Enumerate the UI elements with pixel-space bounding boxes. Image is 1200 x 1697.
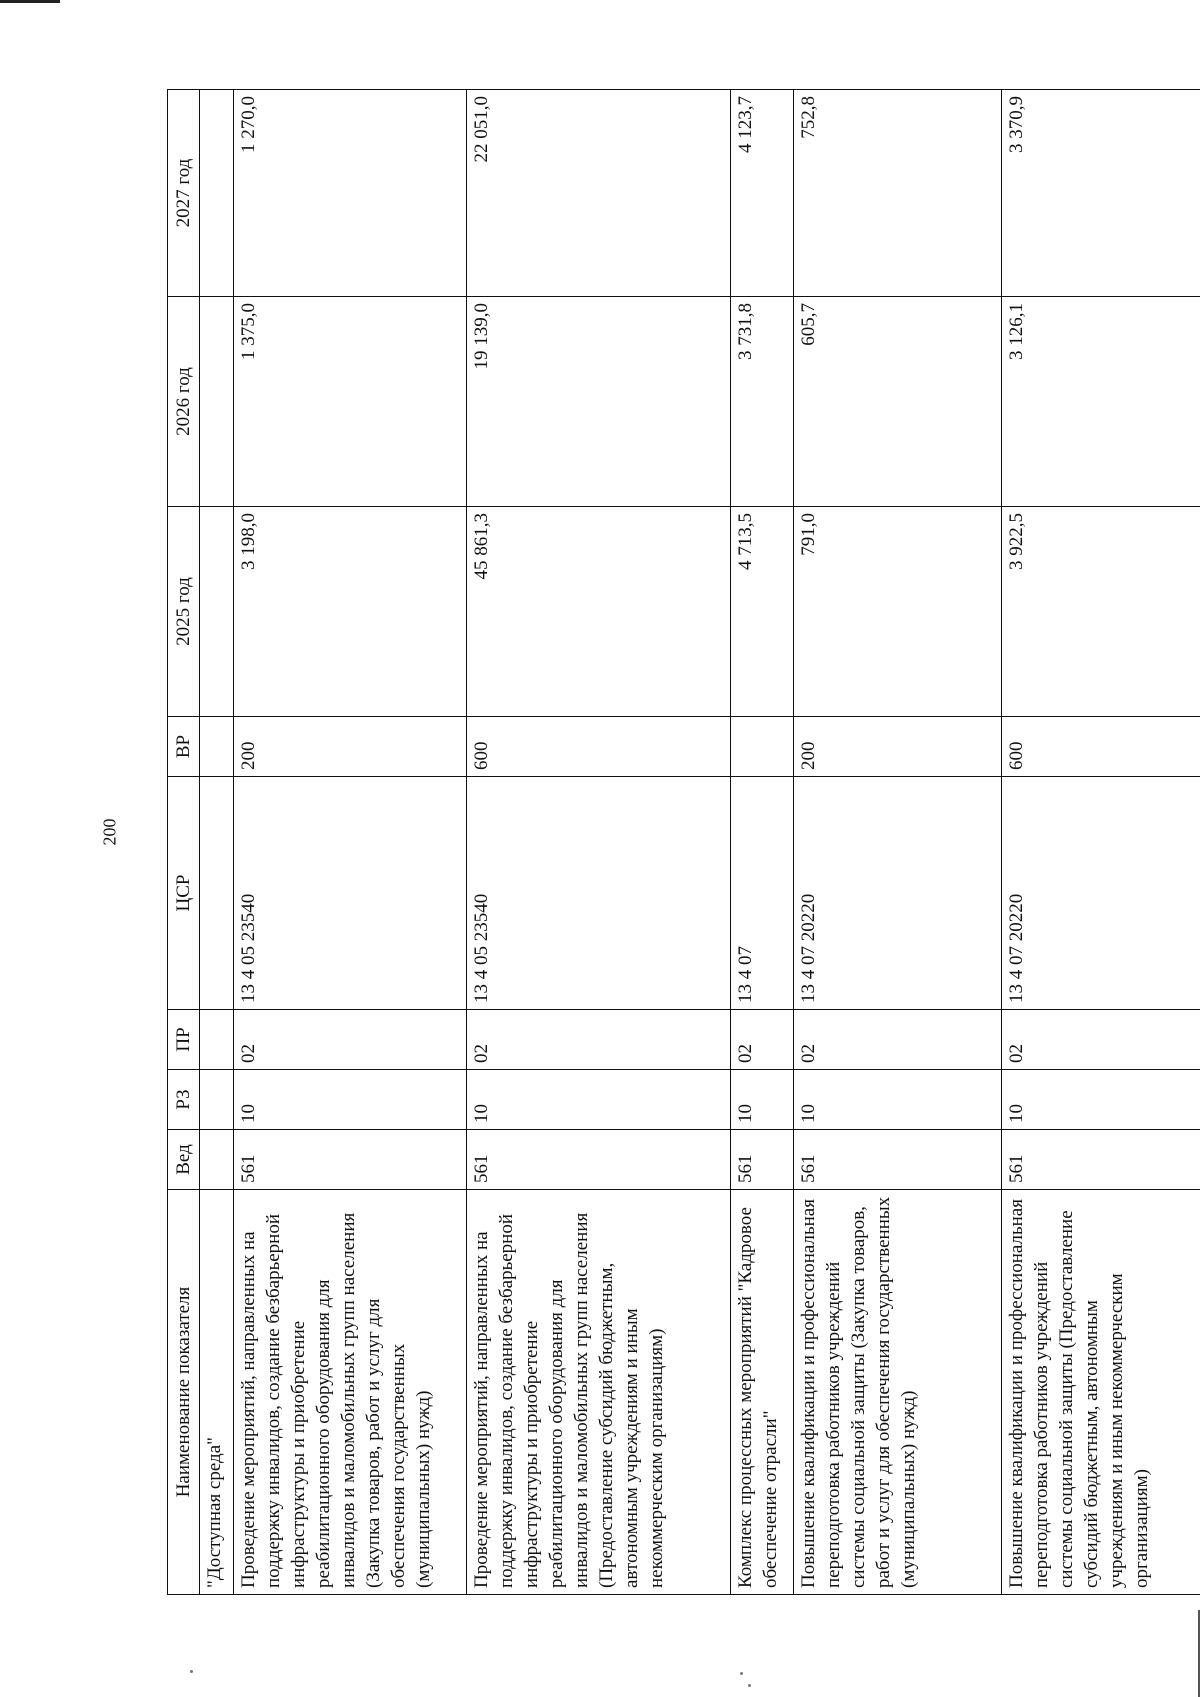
row-2026: 19 139,0 (466, 297, 731, 507)
row-ved: 561 (731, 1130, 793, 1190)
row-2026: 1 375,0 (233, 297, 466, 507)
row-rz: 10 (466, 1070, 731, 1130)
row-2027: 22 051,0 (466, 90, 731, 297)
row-name: Повышение квалификации и профессиональная переподготовка работников учреждений системы социальной защиты (Предоставление субсидий бюджетным, автономным учреждениям и иным некоммерческим организациям) (1001, 1190, 1200, 1595)
row-ved: 561 (466, 1130, 731, 1190)
row-ved: 561 (1001, 1130, 1200, 1190)
row-csr: 13 4 05 23540 (466, 777, 731, 1010)
col-header-2026: 2026 год (168, 297, 200, 507)
row-2026: 3 731,8 (731, 297, 793, 507)
row-2027: 3 370,9 (1001, 90, 1200, 297)
table-row (1001, 90, 1200, 1595)
empty-cell (199, 1070, 233, 1130)
col-header-vr: ВР (168, 717, 200, 777)
empty-cell (199, 90, 233, 297)
table-row (466, 90, 731, 1595)
page-number: 200 (99, 818, 120, 846)
row-rz: 10 (731, 1070, 793, 1130)
col-header-pr: ПР (168, 1010, 200, 1070)
empty-cell (199, 777, 233, 1010)
row-csr: 13 4 07 20220 (793, 777, 1001, 1010)
empty-cell (199, 717, 233, 777)
row-vr: 200 (233, 717, 466, 777)
row-2027: 752,8 (793, 90, 1001, 297)
row-vr: 600 (466, 717, 731, 777)
row-csr: 13 4 07 20220 (1001, 777, 1200, 1010)
section-title: "Доступная среда" (199, 1190, 233, 1595)
budget-table-rotated (167, 90, 1200, 1595)
budget-table (167, 89, 1200, 1595)
scan-speck (748, 1684, 751, 1687)
col-header-2025: 2025 год (168, 507, 200, 717)
row-csr: 13 4 05 23540 (233, 777, 466, 1010)
row-2027: 4 123,7 (731, 90, 793, 297)
table-row (731, 90, 793, 1595)
col-header-2027: 2027 год (168, 90, 200, 297)
scan-speck (190, 1670, 193, 1673)
table-row (233, 90, 466, 1595)
row-pr: 02 (793, 1010, 1001, 1070)
empty-cell (199, 1010, 233, 1070)
header-row (168, 90, 200, 1595)
row-name: Комплекс процессных мероприятий "Кадровое обеспечение отрасли" (731, 1190, 793, 1595)
row-pr: 02 (466, 1010, 731, 1070)
row-rz: 10 (793, 1070, 1001, 1130)
row-2025: 4 713,5 (731, 507, 793, 717)
row-vr (731, 717, 793, 777)
row-name: Проведение мероприятий, направленных на поддержку инвалидов, создание безбарьерной инфраструктуры и приобретение реабилитационного оборудования для инвалидов и маломобильных групп населения (Предоставление субсидий бюджетным, автономным учреждениям и иным некоммерческим организациям) (466, 1190, 731, 1595)
row-pr: 02 (233, 1010, 466, 1070)
row-vr: 600 (1001, 717, 1200, 777)
row-2025: 3 922,5 (1001, 507, 1200, 717)
empty-cell (199, 507, 233, 717)
row-rz: 10 (233, 1070, 466, 1130)
row-2026: 605,7 (793, 297, 1001, 507)
row-csr: 13 4 07 (731, 777, 793, 1010)
row-ved: 561 (793, 1130, 1001, 1190)
empty-cell (199, 1130, 233, 1190)
section-row (199, 90, 233, 1595)
row-pr: 02 (731, 1010, 793, 1070)
empty-cell (199, 297, 233, 507)
row-2025: 45 861,3 (466, 507, 731, 717)
col-header-rz: РЗ (168, 1070, 200, 1130)
row-2026: 3 126,1 (1001, 297, 1200, 507)
row-name: Повышение квалификации и профессиональная переподготовка работников учреждений системы социальной защиты (Закупка товаров, работ и услуг для обеспечения государственных (муниципальных) нужд) (793, 1190, 1001, 1595)
scan-edge-top (0, 0, 60, 3)
table-row (793, 90, 1001, 1595)
row-rz: 10 (1001, 1070, 1200, 1130)
col-header-ved: Вед (168, 1130, 200, 1190)
row-name: Проведение мероприятий, направленных на поддержку инвалидов, создание безбарьерной инфраструктуры и приобретение реабилитационного оборудования для инвалидов и маломобильных групп населения (Закупка товаров, работ и услуг для обеспечения государственных (муниципальных) нужд) (233, 1190, 466, 1595)
col-header-csr: ЦСР (168, 777, 200, 1010)
row-2025: 3 198,0 (233, 507, 466, 717)
row-2025: 791,0 (793, 507, 1001, 717)
col-header-name: Наименование показателя (168, 1190, 200, 1595)
row-2027: 1 270,0 (233, 90, 466, 297)
row-pr: 02 (1001, 1010, 1200, 1070)
scan-speck (740, 1672, 743, 1675)
row-ved: 561 (233, 1130, 466, 1190)
row-vr: 200 (793, 717, 1001, 777)
